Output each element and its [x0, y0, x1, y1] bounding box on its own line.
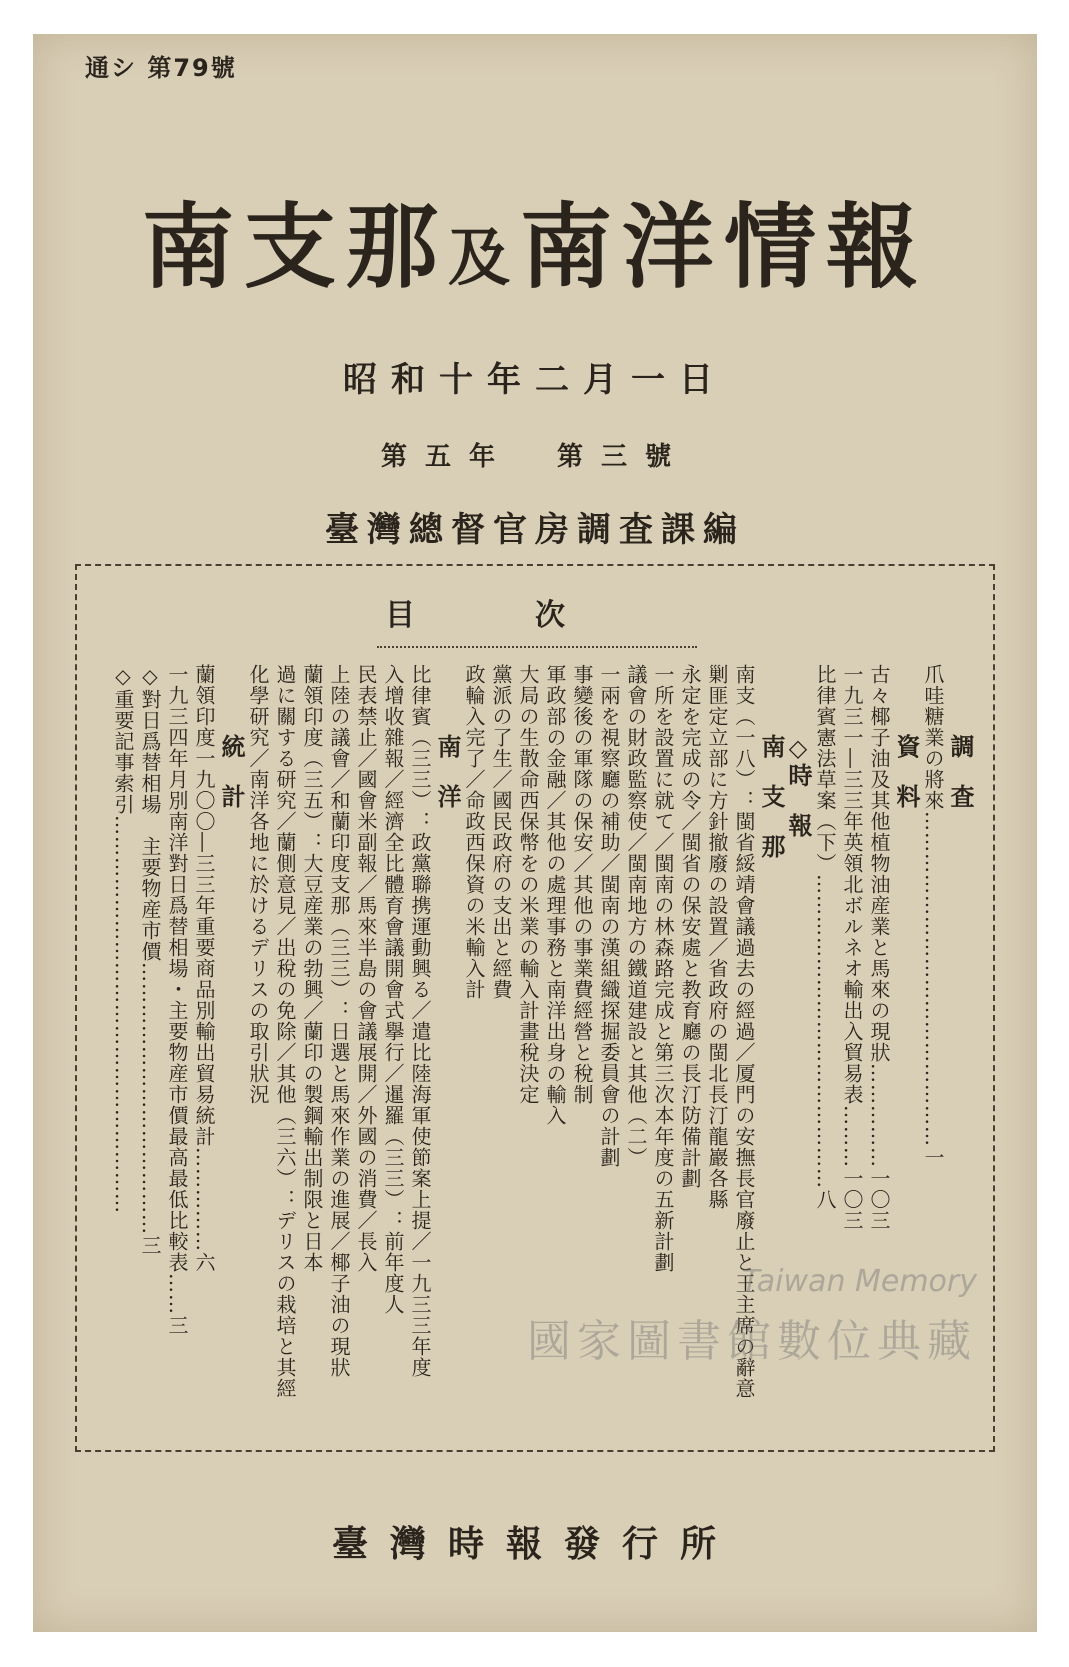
document-page: [33, 34, 1037, 1632]
toc-entry: 政輪入完了／命政西保資の米輸入計: [462, 664, 486, 1000]
title-conjunction: 及: [447, 221, 520, 294]
toc-entry: 入增收雜報／經濟全比體育會議開會式擧行／暹羅（三三）：前年度人: [381, 664, 405, 1315]
toc-entry: 蘭領印度（三五）：大豆産業の勃興／蘭印の製鋼輸出制限と日本: [300, 664, 324, 1273]
toc-entry: 蘭領印度一九〇〇―三三年重要商品別輸出貿易統計……………六: [192, 664, 216, 1273]
toc-section-heading: 南 洋: [433, 734, 461, 809]
toc-entry: ◇對日爲替相場 主要物産市價…………………………………三: [138, 664, 162, 1256]
toc-entry: 永定を完成の令／閩省の保安處と教育廳の長汀防備計劃: [678, 664, 702, 1189]
toc-entry: 一九三一―三三年英領北ボルネオ輸出入貿易表………一〇三: [840, 664, 864, 1231]
toc-entry: 剿匪定立部に方針撤廢の設置／省政府の閩北長汀龍巖各縣: [705, 664, 729, 1210]
toc-entry: 一九三四年月別南洋對日爲替相場・主要物産市價最高最低比較表……三: [165, 664, 189, 1336]
toc-section-heading: 調 査: [946, 734, 974, 809]
toc-entry: 議會の財政監察使／閩南地方の鐵道建設と其他（二）: [624, 664, 648, 1168]
toc-entry: 事變後の軍隊の保安／其他の事業費經營と稅制: [570, 664, 594, 1105]
toc-entry: 民表禁止／國會米副報／馬來半島の會議展開／外國の消費／長入: [354, 664, 378, 1273]
toc-entry: 上陸の議會／和蘭印度支那（三三）：日選と馬來作業の進展／椰子油の現狀: [327, 664, 351, 1378]
title-part-2: 南洋情報: [520, 194, 929, 301]
volume-number: 第五年 第三號: [380, 442, 689, 472]
title-part-1: 南支那: [141, 194, 448, 301]
editor-line: 臺灣總督官房調査課編: [325, 510, 745, 550]
toc-entry: 一兩を視察廳の補助／閩南の漢組織探掘委員會の計劃: [597, 664, 621, 1168]
publication-date: 昭和十年二月一日: [343, 360, 727, 400]
toc-underline: [377, 636, 697, 648]
toc-entry: 南支（一八）：閩省綏靖會議過去の經過／厦門の安撫長官廢止と王主席の辭意: [732, 664, 756, 1399]
watermark-chinese: 國家圖書館數位典藏: [527, 1316, 977, 1367]
toc-entry: 化學研究／南洋各地に於けるデリスの取引狀況: [246, 664, 270, 1105]
toc-entry: 一所を設置に就て／閩南の林森路完成と第三次本年度の五新計劃: [651, 664, 675, 1273]
toc-entry: 比律賓憲法草案（下）………………………………………八: [813, 664, 837, 1210]
toc-entry: 爪哇糖業の將來…………………………………………一: [921, 664, 945, 1168]
watermark-english: Taiwan Memory: [741, 1264, 977, 1299]
toc-section-heading: 資 料: [892, 734, 920, 809]
toc-entry: 過に關する研究／蘭側意見／出稅の免除／其他（三六）：デリスの栽培と其經: [273, 664, 297, 1399]
toc-section-heading: 南 支 那: [757, 734, 785, 859]
journal-title: [33, 174, 1037, 306]
issue-tag: 通シ 第79號: [85, 54, 237, 82]
toc-entry: 古々椰子油及其他植物油産業と馬來の現狀……………一〇三: [867, 664, 891, 1231]
library-watermark: [527, 1264, 977, 1369]
toc-entry: 黨派の了生／國民政府の支出と經費: [489, 664, 513, 1000]
publisher: 臺灣時報發行所: [331, 1524, 738, 1565]
toc-heading: 目次: [385, 598, 685, 633]
toc-section-heading: ◇時 報: [784, 734, 812, 838]
toc-entry: 大局の生散命西保幣をの米業の輸入計畫稅決定: [516, 664, 540, 1105]
toc-entry: ◇重要記事索引…………………………………………………: [111, 664, 135, 1214]
toc-entry: 軍政部の金融／其他の處理事務と南洋出身の輸入: [543, 664, 567, 1126]
toc-entry: 比律賓（三三）：政黨聯携運動興る／遣比陸海軍使節案上提／一九三三年度: [408, 664, 432, 1378]
toc-section-heading: 統 計: [217, 734, 245, 809]
